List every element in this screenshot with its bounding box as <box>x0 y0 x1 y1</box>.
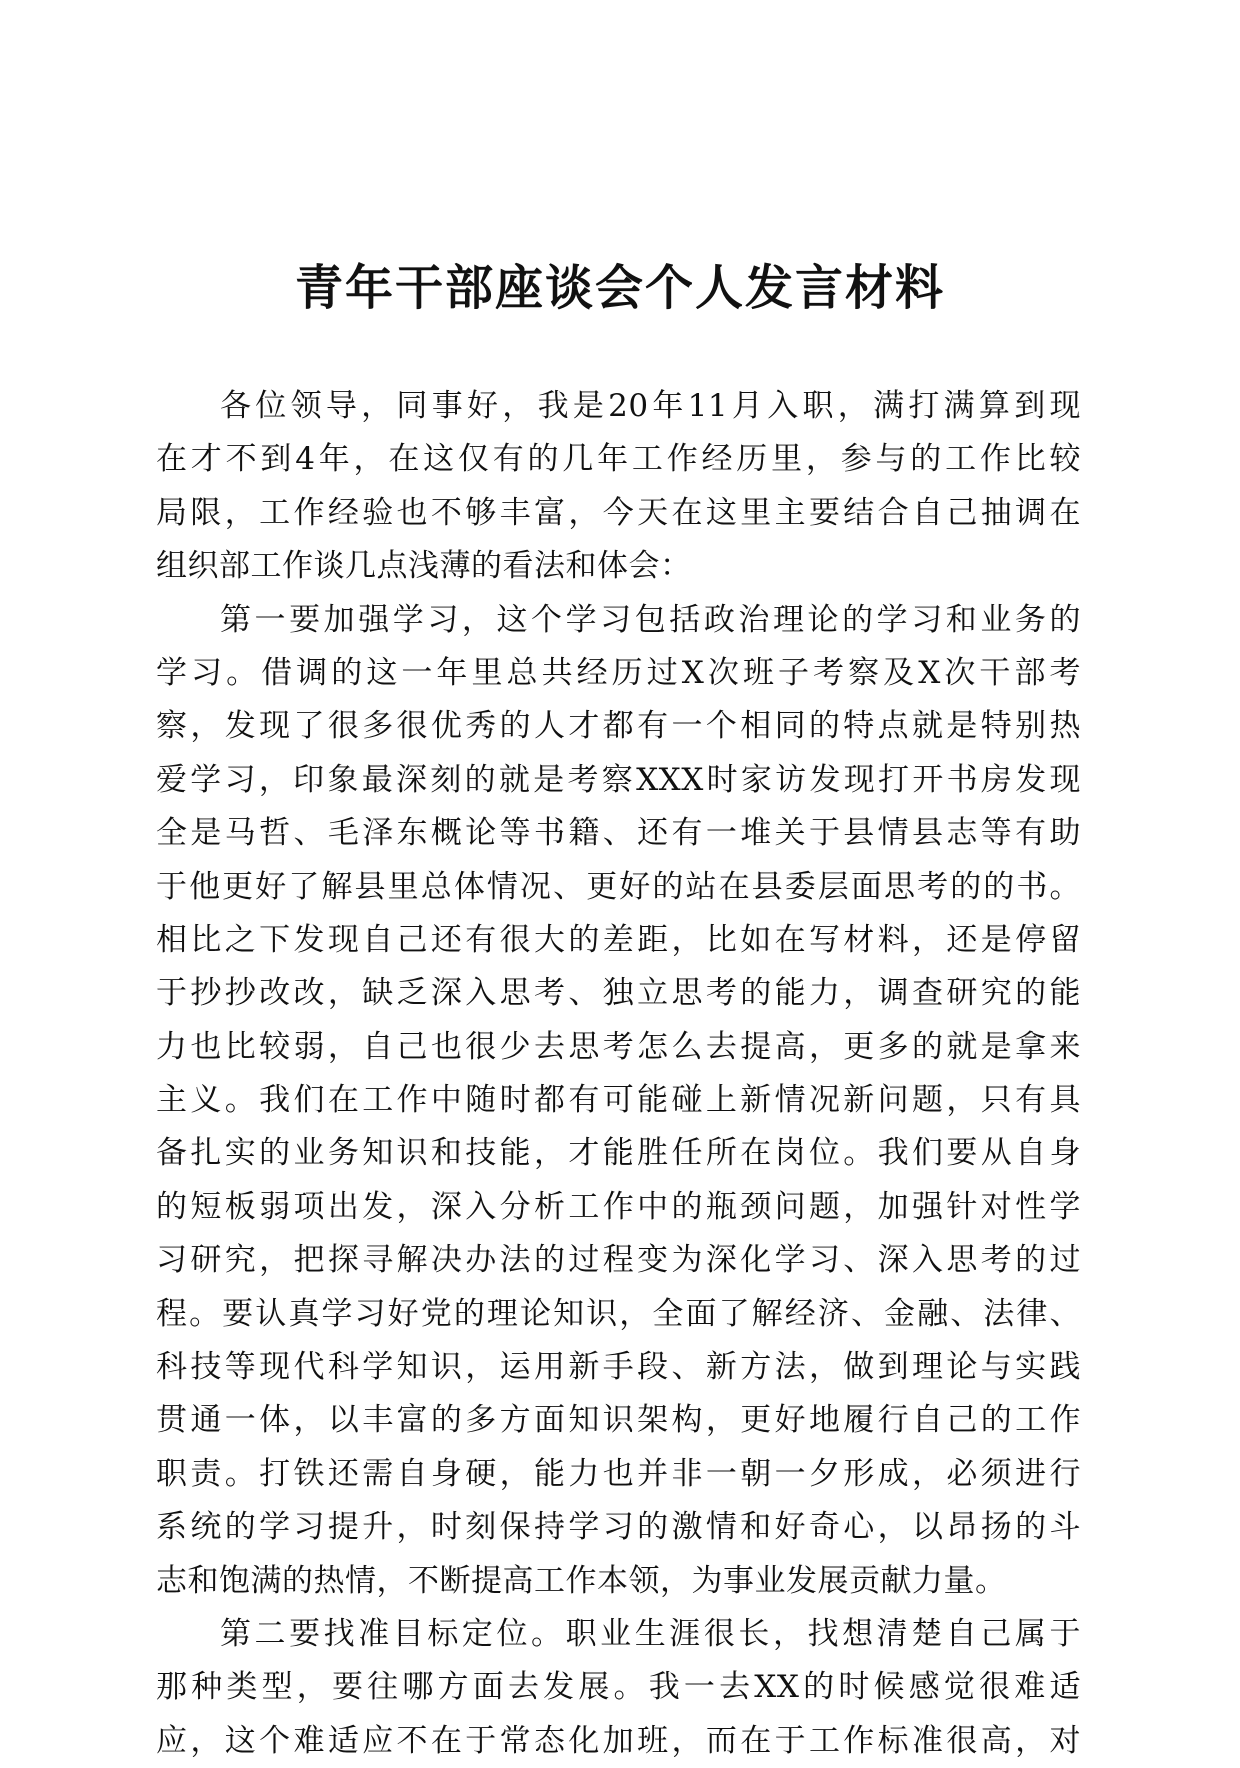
text-line: 系统的学习提升，时刻保持学习的激情和好奇心，以昂扬的斗 <box>156 1509 1081 1546</box>
text-line: 爱学习，印象最深刻的就是考察XXX时家访发现打开书房发现 <box>156 761 1081 798</box>
text-line: 于抄抄改改，缺乏深入思考、独立思考的能力，调查研究的能 <box>156 975 1081 1012</box>
text-line: 各位领导，同事好，我是20年11月入职，满打满算到现 <box>220 388 1081 424</box>
text-line: 力也比较弱，自己也很少去思考怎么去提高，更多的就是拿来 <box>156 1028 1081 1065</box>
text-line: 应，这个难适应不在于常态化加班，而在于工作标准很高，对 <box>156 1722 1081 1759</box>
text-line: 程。要认真学习好党的理论知识，全面了解经济、金融、法律、 <box>156 1295 1081 1332</box>
text-line: 那种类型，要往哪方面去发展。我一去XX的时候感觉很难适 <box>156 1669 1081 1706</box>
text-line: 志和饱满的热情，不断提高工作本领，为事业发展贡献力量。 <box>156 1562 1007 1599</box>
text-line: 习研究，把探寻解决办法的过程变为深化学习、深入思考的过 <box>156 1242 1081 1279</box>
document-body <box>156 380 1081 1768</box>
text-line: 第二要找准目标定位。职业生涯很长，找想清楚自己属于 <box>220 1615 1081 1652</box>
text-line: 的短板弱项出发，深入分析工作中的瓶颈问题，加强针对性学 <box>156 1188 1081 1225</box>
text-line: 职责。打铁还需自身硬，能力也并非一朝一夕形成，必须进行 <box>156 1455 1081 1492</box>
text-line: 于他更好了解县里总体情况、更好的站在县委层面思考的的书。 <box>156 868 1081 905</box>
text-line: 在才不到4年，在这仅有的几年工作经历里，参与的工作比较 <box>156 441 1081 478</box>
text-line: 相比之下发现自己还有很大的差距，比如在写材料，还是停留 <box>156 921 1081 958</box>
text-line: 局限，工作经验也不够丰富，今天在这里主要结合自己抽调在 <box>156 494 1081 531</box>
text-line: 学习。借调的这一年里总共经历过X次班子考察及X次干部考 <box>156 654 1081 691</box>
text-line: 全是马哲、毛泽东概论等书籍、还有一堆关于县情县志等有助 <box>156 815 1081 852</box>
text-line: 贯通一体，以丰富的多方面知识架构，更好地履行自己的工作 <box>156 1402 1081 1439</box>
text-line: 第一要加强学习，这个学习包括政治理论的学习和业务的 <box>220 601 1081 638</box>
document-title: 青年干部座谈会个人发言材料 <box>294 260 945 316</box>
text-line: 主义。我们在工作中随时都有可能碰上新情况新问题，只有具 <box>156 1082 1081 1119</box>
text-line: 察，发现了很多很优秀的人才都有一个相同的特点就是特别热 <box>156 708 1081 745</box>
text-line: 组织部工作谈几点浅薄的看法和体会： <box>156 548 692 585</box>
text-line: 备扎实的业务知识和技能，才能胜任所在岗位。我们要从自身 <box>156 1135 1081 1172</box>
text-line: 科技等现代科学知识，运用新手段、新方法，做到理论与实践 <box>156 1349 1081 1386</box>
